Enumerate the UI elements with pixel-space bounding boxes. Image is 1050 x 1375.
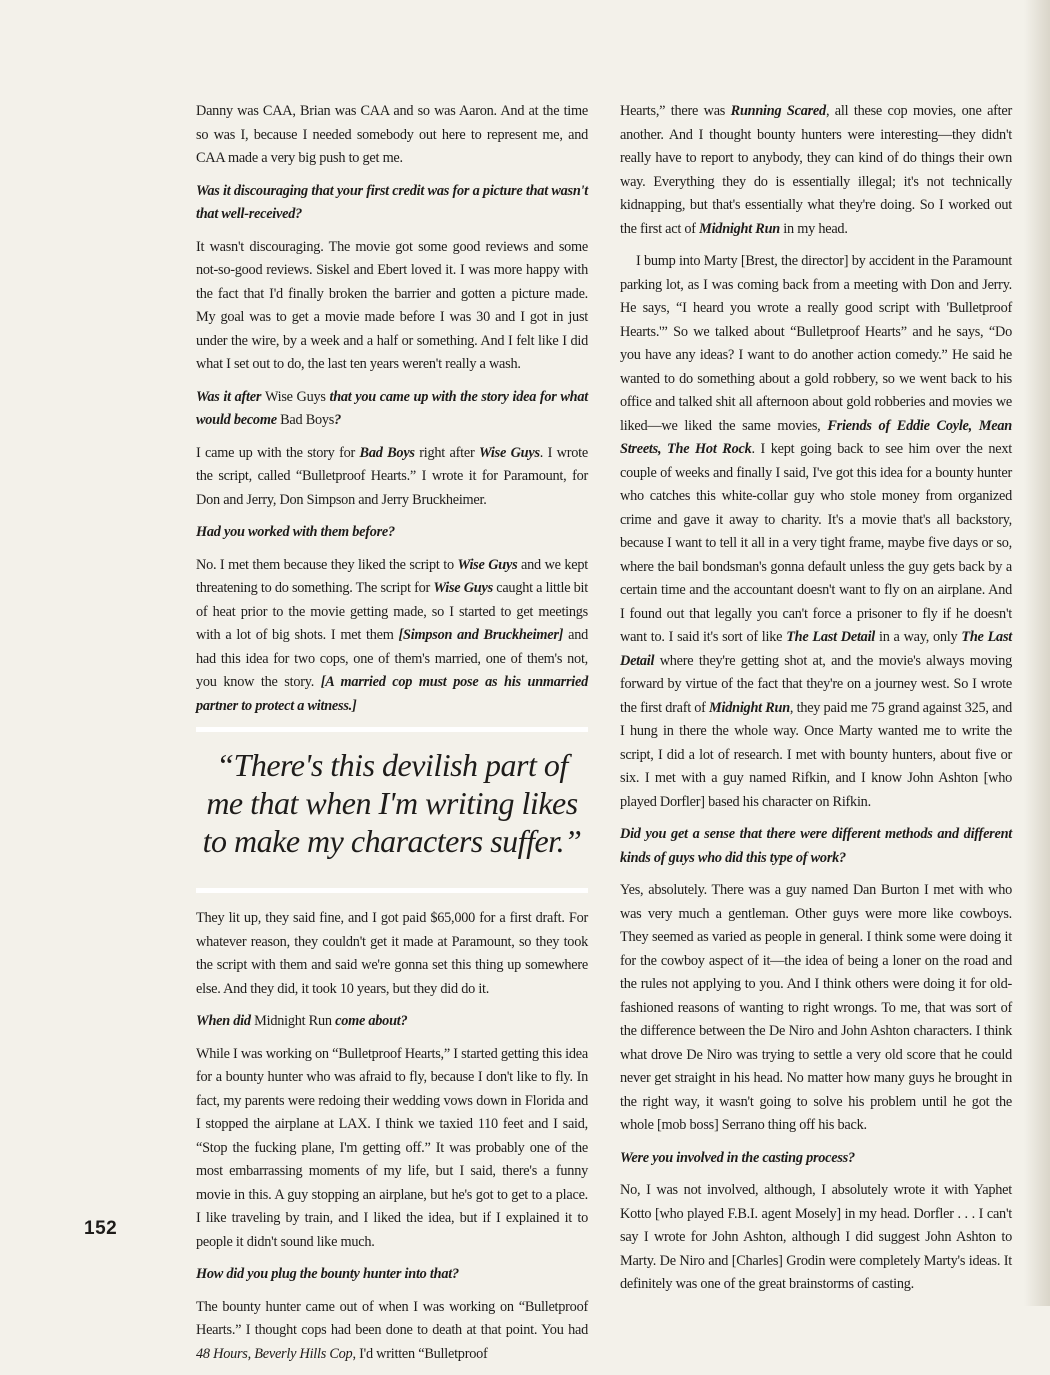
interview-question: Had you worked with them before? [196, 524, 395, 540]
paragraph: No, I was not involved, although, I absolutely wrote it with Yaphet Kotto [who played F.B.I. agent Mosely] in my head. Dorfler . . . I can't say I wrote for John Ashton, although I did suggest John Ashton to Marty. De Niro and [Charles] Grodin were completely Marty's ideas. It definitely was one of the great brainstorms of casting. [620, 1182, 1012, 1292]
interview-question: Was it discouraging that your first credit was for a picture that wasn't that well-received? [196, 182, 588, 222]
paragraph: They lit up, they said fine, and I got paid $65,000 for a first draft. For whatever reason, they couldn't get it made at Paramount, so they took the script with them and said we're gonna set this thing up somewhere else. And they did, it took 10 years, but they did do it. [196, 910, 588, 997]
paragraph: I came up with the story for Bad Boys right after Wise Guys. I wrote the script, called “Bulletproof Hearts.” I wrote it for Paramount, for Don and Jerry, Don Simpson and Jerry Bruckheimer. [196, 444, 588, 508]
paragraph: Danny was CAA, Brian was CAA and so was Aaron. And at the time so was I, because I needed somebody out here to represent me, and CAA made a very big push to get me. [196, 103, 588, 166]
pull-quote: “There's this devilish part of me that when I'm writing likes to make my characters suffer.” [196, 727, 588, 893]
paragraph: I bump into Marty [Brest, the director] by accident in the Paramount parking lot, as I was coming back from a meeting with Don and Jerry. He says, “I heard you wrote a really good script with 'Bulletproof Hearts.'” So we talked about “Bulletproof Hearts” and he says, “Do you have any ideas? I want to do another action comedy.” He said he wanted to do something about a gold robbery, so we went back to his office and talked shit all afternoon about gold robberies and movies we liked—we liked the same movies, Friends of Eddie Coyle, Mean Streets, The Hot Rock. I kept going back to see him over the next couple of weeks and finally I said, I've got this idea for a bounty hunter who catches this white-collar guy who stole money from organized crime and gave it away to charity. It's a movie that's all backstory, because I want to tell it all in a very tight frame, maybe five days or so, where the bail bondsman's gonna default unless the guy gets back by a certain time and the accountant doesn't want to fly on an airplane. And I found out that legally you can't force a prisoner to fly if he doesn't want to. I said it's sort of like The Last Detail in a way, only The Last Detail where they're getting shot at, and the movie's always moving forward by virtue of the fact that they're on a journey west. So I wrote the first draft of Midnight Run, they paid me 75 grand against 325, and I hung in there the whole way. Once Marty wanted me to write the script, I did a lot of research. I met with bounty hunters, about five or six. I met with a guy named Rifkin, and I know John Ashton [who played Dorfler] based his character on Rifkin. [620, 253, 1012, 810]
paragraph: While I was working on “Bulletproof Hearts,” I started getting this idea for a bounty hunter who was afraid to fly, because I don't like to fly. In fact, my parents were redoing their wedding vows down in Florida and I stopped the airplane at LAX. I think we taxied 110 feet and I said, “Stop the fucking plane, I'm getting off.” It was probably one of the most embarrassing moments of my life, but I said, there's a funny movie in this. A guy stopping an airplane, but he's got to get to a place. I like traveling by train, and I liked the idea, but if I explained it to people it didn't sound like much. [196, 1045, 588, 1250]
paragraph: Hearts,” there was Running Scared, all these cop movies, one after another. And I thought bounty hunters were interesting—they didn't really have to report to anybody, they can kind of do things their own way. Everything they do is essentially illegal; it's not technically kidnapping, but that's essentially what they're doing. So I worked out the first act of Midnight Run in my head. [620, 103, 1013, 237]
page-number: 152 [84, 1218, 118, 1239]
left-column [196, 100, 588, 1375]
interview-question: Was it after Wise Guys that you came up with the story idea for what would become Bad Boys? [196, 388, 588, 428]
paragraph: It wasn't discouraging. The movie got some good reviews and some not-so-good reviews. Siskel and Ebert loved it. I was more happy with the fact that I'd finally broken the barrier and gotten a picture made. My goal was to get a movie made before I was 30 and I got in just under the wire, by a week and a half or something. And I felt like I did what I set out to do, the last ten years weren't really a wash. [196, 238, 588, 372]
interview-question: How did you plug the bounty hunter into that? [196, 1266, 459, 1282]
interview-question: When did Midnight Run come about? [196, 1013, 408, 1029]
interview-question: Were you involved in the casting process? [620, 1149, 855, 1166]
page-edge-shadow [1024, 0, 1050, 1306]
right-column [620, 100, 1012, 1306]
interview-question: Did you get a sense that there were different methods and different kinds of guys who did this type of work? [620, 826, 1012, 866]
paragraph: Yes, absolutely. There was a guy named Dan Burton I met with who was very much a gentleman. Other guys were more like cowboys. They seemed as varied as people in general. I think some were doing it for the cowboy aspect of it—the idea of being a loner on the road and the rules not applying to you. And I think others were doing it for old-fashioned reasons of wanting to right wrongs. To me, that was sort of the difference between the De Niro and John Ashton characters. I think what drove De Niro was trying to settle a very old score that he could never get straight in his head. No matter how many guys he brought in the right way, it wasn't going to solve his problem until he got the whole [mob boss] Serrano thing off his back. [620, 882, 1012, 1133]
paragraph: The bounty hunter came out of when I was working on “Bulletproof Hearts.” I thought cops had been done to death at that point. You had 48 Hours, Beverly Hills Cop, I'd written “Bulletproof [196, 1298, 588, 1362]
paragraph: No. I met them because they liked the script to Wise Guys and we kept threatening to do something. The script for Wise Guys caught a little bit of heat prior to the movie getting made, so I started to get meetings with a lot of big shots. I met them [Simpson and Bruckheimer] and had this idea for two cops, one of them's married, one of them's not, you know the story. [A married cop must pose as his unmarried partner to protect a witness.] [196, 556, 589, 714]
